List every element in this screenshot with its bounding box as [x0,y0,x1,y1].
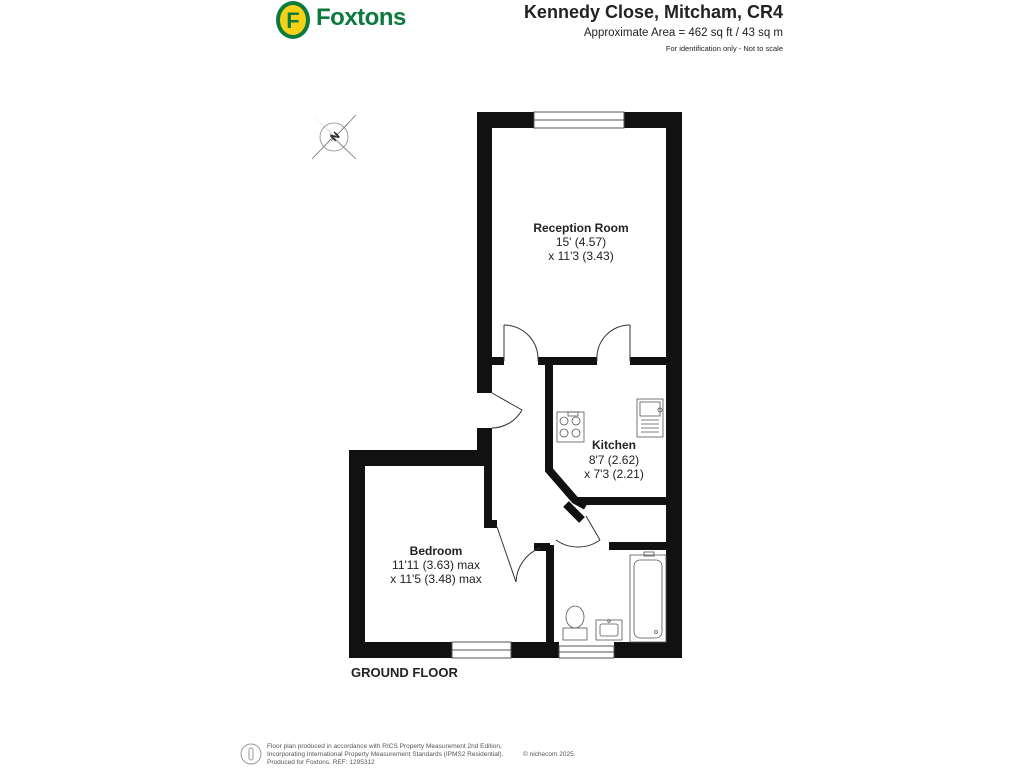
room-name: Bedroom [409,544,463,558]
room-dimension: 11'11 (3.63) max [392,558,480,572]
property-address: Kennedy Close, Mitcham, CR4 [523,2,783,22]
brand-name: Foxtons [316,4,406,31]
footer-line: Incorporating International Property Measurement Standards (IPMS2 Residential). [267,751,504,758]
rics-ipms-icon [240,743,262,765]
north-arrow-icon [312,115,356,159]
floor-label: GROUND FLOOR [351,665,458,680]
room-dimension: 8'7 (2.62) [588,453,640,467]
scale-disclaimer: For identification only - Not to scale [665,44,783,53]
room-dimension: x 11'3 (3.43) [548,249,614,263]
toilet-icon [563,606,587,640]
basin-icon [596,620,622,640]
footer-line: Floor plan produced in accordance with RICS Property Measurement 2nd Edition, [267,743,502,750]
sink-icon [637,399,663,437]
footer-notice [267,743,503,767]
reception-room-label [533,221,628,263]
logo-letter: F [286,8,300,33]
bedroom-label [390,544,481,586]
room-dimension: x 7'3 (2.21) [584,467,644,481]
bathtub-icon [630,552,666,642]
room-name: Kitchen [591,438,637,452]
copyright: © nichecom 2025. [523,751,576,758]
room-name: Reception Room [533,221,629,235]
compass-letter: N [328,129,343,145]
room-dimension: 15' (4.57) [555,235,607,249]
room-dimension: x 11'5 (3.48) max [390,572,482,586]
hob-icon [557,412,584,442]
footer [240,743,660,769]
footer-line: Produced for Foxtons. REF: 1295312 [267,759,375,766]
kitchen-label [584,438,644,481]
approximate-area: Approximate Area = 462 sq ft / 43 sq m [583,27,783,39]
